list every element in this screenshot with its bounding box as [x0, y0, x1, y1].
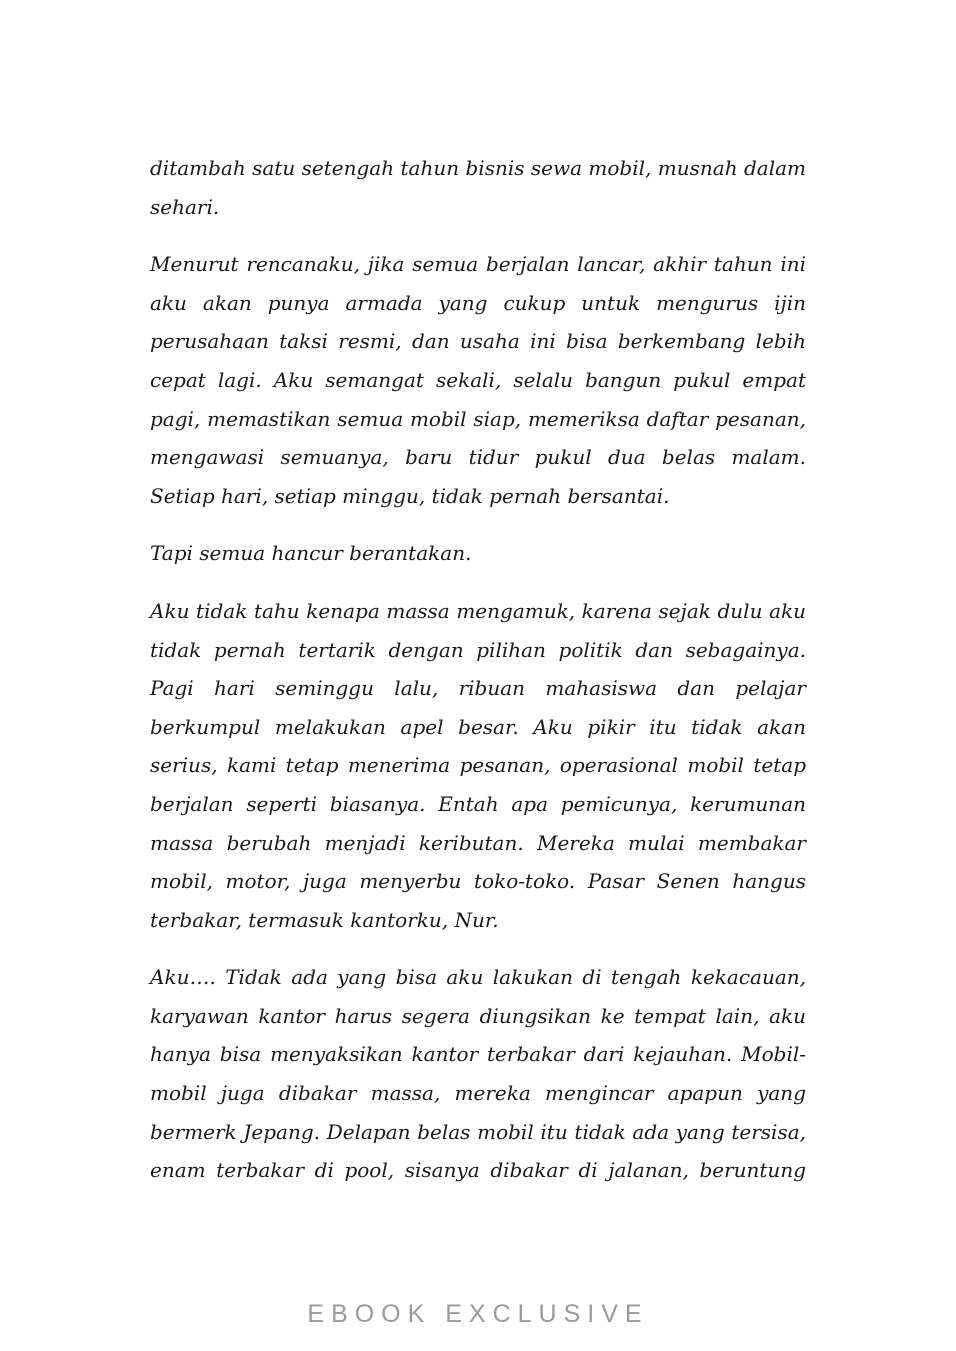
paragraph-1: ditambah satu setengah tahun bisnis sewa mobil, musnah dalam sehari.: [150, 156, 806, 219]
ebook-exclusive-footer: EBOOK EXCLUSIVE: [307, 1300, 649, 1328]
paragraph-5: Aku…. Tidak ada yang bisa aku lakukan di tengah kekacauan, karyawan kantor harus segera diungsikan ke tempat lain, aku hanya bisa menyaksikan kantor terbakar dari kejauhan. Mobil-mobil juga dibakar massa, mereka mengincar apapun yang bermerk Jepang. Delapan belas mobil itu tidak ada yang tersisa, enam terbakar di pool, sisanya dibakar di jalanan, beruntung: [150, 965, 806, 1183]
body-text: [150, 149, 806, 1209]
paragraph-4: Aku tidak tahu kenapa massa mengamuk, karena sejak dulu aku tidak pernah tertarik dengan pilihan politik dan sebagainya. Pagi hari seminggu lalu, ribuan mahasiswa dan pelajar berkumpul melakukan apel besar. Aku pikir itu tidak akan serius, kami tetap menerima pesanan, operasional mobil tetap berjalan seperti biasanya. Entah apa pemicunya, kerumunan massa berubah menjadi keributan. Mereka mulai membakar mobil, motor, juga menyerbu toko-toko. Pasar Senen hangus terbakar, termasuk kantorku, Nur.: [150, 598, 806, 932]
paragraph-2: Menurut rencanaku, jika semua berjalan lancar, akhir tahun ini aku akan punya armada yang cukup untuk mengurus ijin perusahaan taksi resmi, dan usaha ini bisa berkembang lebih cepat lagi. Aku semangat sekali, selalu bangun pukul empat pagi, memastikan semua mobil siap, memeriksa daftar pesanan, mengawasi semuanya, baru tidur pukul dua belas malam. Setiap hari, setiap minggu, tidak pernah bersantai.: [150, 252, 806, 508]
paragraph-3: Tapi semua hancur berantakan.: [150, 541, 472, 566]
